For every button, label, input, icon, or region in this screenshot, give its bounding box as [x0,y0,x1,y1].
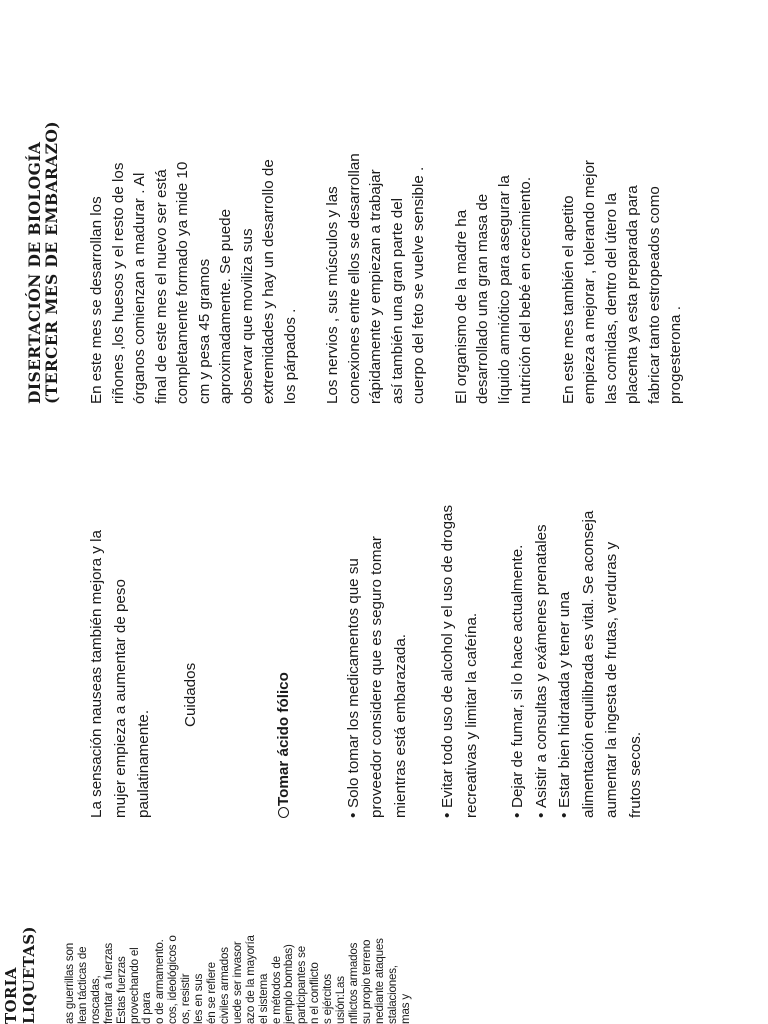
biology-line: aproximadamente. Se puede [217,208,234,404]
history-line: d para [140,992,154,1024]
care-intro [85,458,156,818]
bullet-icon: • [344,812,362,818]
history-line: civiles armados [217,947,231,1024]
care-intro-line: La sensación nauseas también mejora y la [88,530,105,818]
biology-line: así también una gran parte del [388,197,406,404]
biology-line: empieza a mejorar , tolerando mejor [581,160,598,404]
care-heading: Cuidados [181,662,199,727]
diet-line: frutos secos. [626,731,644,818]
biology-line: los párpados . [281,308,299,404]
biology-line: nutrición del bebé en crecimiento. [517,176,534,404]
biology-line: Los nervios , sus músculos y las [324,186,341,404]
history-line: azo de la mayoría [243,935,257,1024]
history-line: cos, ideológicos o [166,935,180,1024]
history-title-line: TORIA [2,967,20,1024]
biology-paragraph-1 [86,4,301,404]
history-line: su propio terreno [359,939,373,1024]
circle-bullet-icon [278,807,289,818]
history-line: el sistema [256,973,270,1024]
folic-acid-item [272,458,296,818]
history-line: mas y [398,994,412,1024]
biology-title-line: DISERTACIÓN DE BIOLOGÍA [25,141,44,404]
care-intro-line: paulatinamente. [135,709,152,818]
history-line: stalaciones, [385,965,399,1024]
biology-line: líquido amniótico para asegurar la [495,175,513,404]
diet-line: alimentación equilibrada es vital. Se aconseja [579,510,597,818]
biology-line: rápidamente y empiezan a trabajar [367,169,384,404]
biology-title-line: (TERCER MES DE EMBARAZO) [42,121,61,404]
biology-line: placenta ya esta preparada para [624,185,641,404]
bullet-icon: • [439,812,456,818]
smoking-item [506,458,530,818]
diet-item [553,458,577,818]
history-line: participantes se [295,945,309,1024]
biology-line: cm y pesa 45 gramos [195,258,213,404]
history-line: frentar a fuerzas [101,942,115,1024]
medication-line: mientras está embarazada. [391,633,409,818]
history-line: s ejércitos [321,974,335,1024]
biology-line: conexiones entre ellos se desarrollan [345,153,363,404]
biology-title [26,4,60,404]
biology-paragraph-4 [558,4,687,404]
history-line: provechando el [127,947,141,1024]
alcohol-line: Evitar todo uso de alcohol y el uso de drogas [439,504,456,808]
medication-item [342,458,413,818]
diet-line: Estar bien hidratada y tener una [556,591,573,808]
history-line: én se refiere [204,962,218,1024]
alcohol-line: recreativas y limitar la cafeína. [462,612,480,818]
history-line: lean tácticas de [75,946,89,1024]
alcohol-item [436,458,483,818]
biology-line: En este mes se desarrollan los [88,196,105,404]
history-line: o de armamento. [153,939,167,1024]
history-column [0,819,412,1024]
history-line: les en sus [192,973,206,1024]
history-line: Estas fuerzas [114,956,128,1024]
biology-line: fabricar tanto estropeados como [645,186,663,404]
biology-line: En este mes también el apetito [559,195,577,404]
history-body [64,819,412,1024]
prenatal-item [530,458,554,818]
biology-line: riñones ,los huesos y el resto de los [109,162,127,404]
biology-line: progesterona . [667,306,684,404]
biology-line: extremidades y hay un desarrollo de [260,159,277,404]
history-title [2,819,38,1024]
history-line: nflictos armados [346,942,360,1024]
history-line: uede ser invasor [230,941,244,1024]
history-line: as guerrillas son [63,942,76,1024]
medication-line: proveedor considere que es seguro tomar [368,536,385,818]
care-intro-line: mujer empieza a aumentar de peso [111,579,129,818]
biology-line: completamente formado ya mide 10 [174,161,191,404]
biology-line: observar que moviliza sus [238,228,256,404]
bullet-icon: • [509,812,526,818]
history-line: os, resistir [179,973,193,1024]
history-title-line: LIQUETAS) [20,926,38,1024]
history-line: e métodos de [269,956,283,1024]
care-column [85,458,647,818]
history-line: usión:Las [334,976,348,1024]
history-line: jemplo bombas) [282,944,296,1024]
history-line: n el conflicto [308,962,322,1024]
biology-line: las comidas, dentro del útero la [602,192,620,404]
medication-line: Solo tomar los medicamentos que su [344,558,362,808]
diet-line: aumentar la ingesta de frutas, verduras y [603,541,620,818]
smoking-line: Dejar de fumar, si lo hace actualmente. [509,544,526,808]
biology-line: final de este mes el nuevo ser está [152,169,170,404]
biology-line: cuerpo del feto se vuelve sensible . [410,166,427,404]
habits-list [506,458,647,818]
bullet-icon: • [532,812,550,818]
biology-column [26,4,687,404]
biology-line: El organismo de la madre ha [452,209,470,404]
prenatal-line: Asistir a consultas y exámenes prenatales [532,524,550,808]
history-line: roscadas, [88,975,102,1024]
history-line: nediante ataques [372,938,386,1024]
biology-line: órganos comienzan a madurar . Al [131,172,148,404]
biology-line: desarrollado una gran masa de [474,193,491,404]
bullet-icon: • [556,812,573,818]
biology-paragraph-2 [322,4,430,404]
folic-acid-label: Tomar ácido fólico [275,672,292,806]
biology-paragraph-3 [451,4,537,404]
